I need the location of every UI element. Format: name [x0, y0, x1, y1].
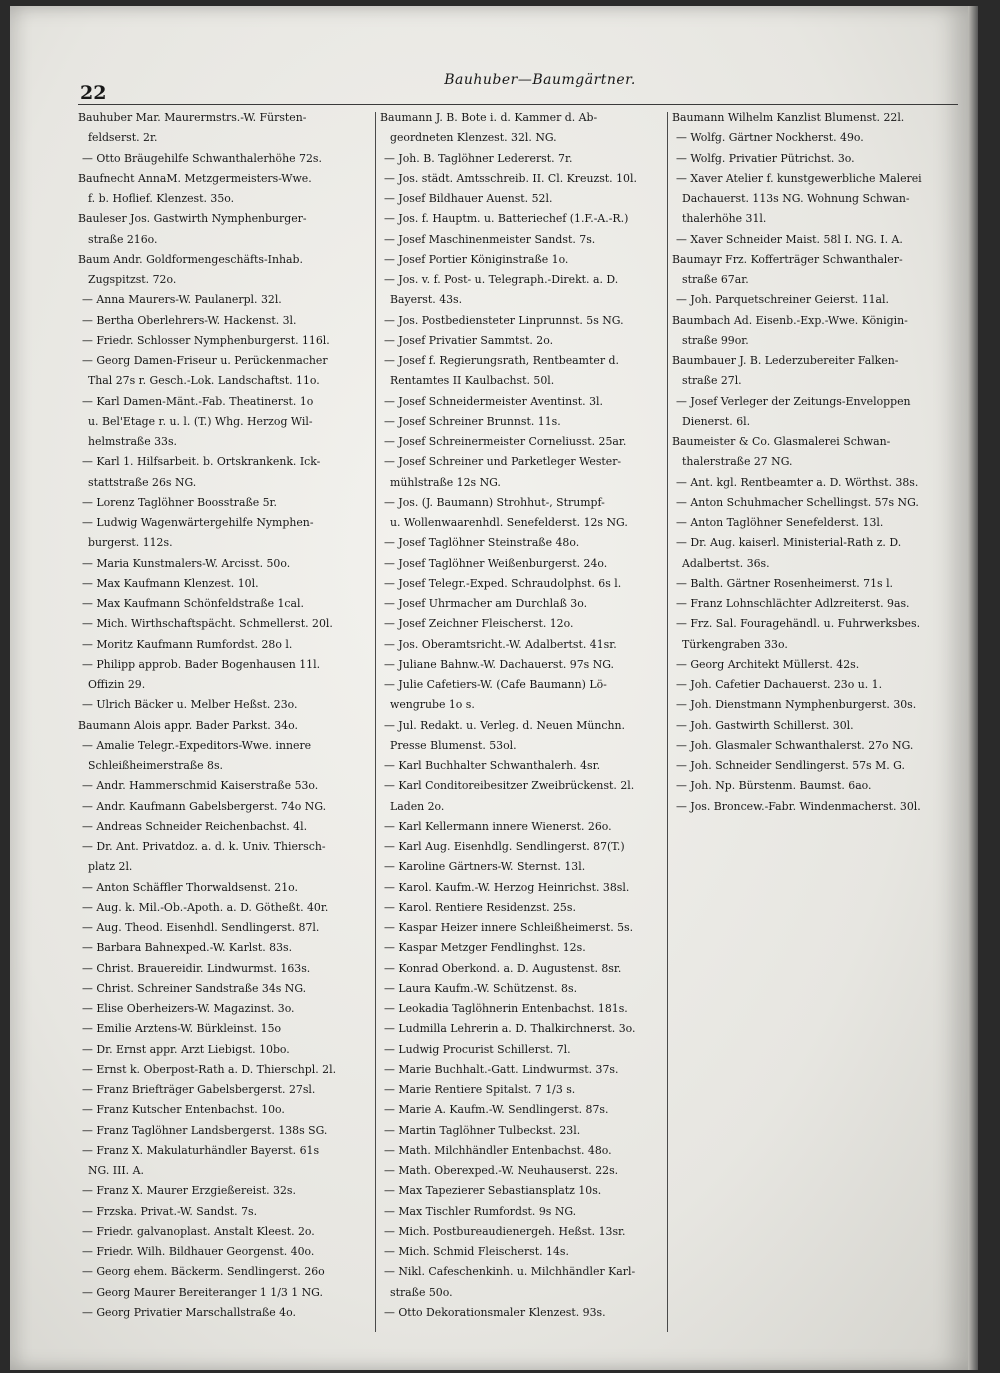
directory-entry-line: — Jos. f. Hauptm. u. Batteriechef (1.F.-A.-R.) [384, 212, 629, 226]
directory-entry-line: — Karl Conditoreibesitzer Zweibrückenst. 2l. [384, 779, 635, 793]
directory-entry-line: Baufnecht AnnaM. Metzgermeisters-Wwe. [78, 171, 312, 185]
directory-entry-line: — Martin Taglöhner Tulbeckst. 23l. [384, 1123, 581, 1137]
directory-entry-line: — Max Kaufmann Schönfeldstraße 1cal. [82, 597, 304, 610]
directory-entry-line: — Frzska. Privat.-W. Sandst. 7s. [82, 1204, 258, 1218]
directory-entry-line: — Georg ehem. Bäckerm. Sendlingerst. 26o [82, 1265, 325, 1279]
directory-entry-line: — Karl Damen-Mänt.-Fab. Theatinerst. 1o [82, 394, 314, 408]
directory-entry-line: — Andreas Schneider Reichenbachst. 4l. [82, 819, 308, 833]
directory-entry-line: feldserst. 2r. [88, 131, 158, 145]
directory-entry-line: — Josef Verleger der Zeitungs-Enveloppen [676, 394, 911, 408]
directory-entry-line: — Joh. B. Taglöhner Ledererst. 7r. [384, 151, 573, 165]
directory-entry-line: — Balth. Gärtner Rosenheimerst. 71s l. [676, 576, 894, 590]
directory-entry-line: — Josef Maschinenmeister Sandst. 7s. [384, 232, 596, 246]
directory-entry-line: f. b. Hoflief. Klenzest. 35o. [88, 192, 235, 205]
column-middle [380, 108, 664, 1338]
directory-entry-line: — Konrad Oberkond. a. D. Augustenst. 8sr. [384, 961, 622, 975]
directory-entry-line: Baumayr Frz. Kofferträger Schwanthaler- [672, 252, 903, 266]
directory-entry-line: — Math. Oberexped.-W. Neuhauserst. 22s. [384, 1164, 619, 1177]
directory-entry-line: — Josef Schreiner Brunnst. 11s. [384, 414, 561, 428]
directory-entry-line: Dachauerst. 113s NG. Wohnung Schwan- [682, 192, 910, 205]
directory-entry-line: — Ludwig Wagenwärtergehilfe Nymphen- [82, 516, 314, 529]
directory-entry-line: — Franz Lohnschlächter Adlzreiterst. 9as. [676, 597, 910, 610]
directory-entry-line: — Joh. Cafetier Dachauerst. 23o u. 1. [676, 678, 883, 691]
directory-entry-line: — Franz Taglöhner Landsbergerst. 138s SG. [82, 1123, 328, 1137]
directory-entry-line: Bauhuber Mar. Maurermstrs.-W. Fürsten- [78, 111, 307, 124]
directory-entry-line: — Georg Privatier Marschallstraße 4o. [82, 1305, 296, 1319]
directory-entry-line: — Bertha Oberlehrers-W. Hackenst. 3l. [82, 313, 297, 327]
directory-entry-line: — Otto Bräugehilfe Schwanthalerhöhe 72s. [82, 151, 322, 165]
directory-entry-line: — Jos. Broncew.-Fabr. Windenmacherst. 30l. [676, 799, 921, 813]
directory-entry-line: — Marie Rentiere Spitalst. 7 1/3 s. [384, 1083, 576, 1096]
directory-entry-line: Baumeister & Co. Glasmalerei Schwan- [672, 435, 891, 448]
directory-entry-line: — Ulrich Bäcker u. Melber Heßst. 23o. [82, 698, 298, 712]
directory-entry-line: — Mich. Schmid Fleischerst. 14s. [384, 1245, 569, 1258]
directory-entry-line: Baumbauer J. B. Lederzubereiter Falken- [672, 354, 899, 367]
directory-entry-line: u. Wollenwaarenhdl. Senefelderst. 12s NG. [390, 516, 628, 529]
directory-entry-line: — Math. Milchhändler Entenbachst. 48o. [384, 1143, 612, 1157]
directory-entry-line: Schleißheimerstraße 8s. [88, 759, 224, 772]
directory-entry-line: — Josef Schreinermeister Corneliusst. 25ar. [384, 435, 627, 448]
directory-entry-line: Rentamtes II Kaulbachst. 50l. [390, 374, 555, 388]
directory-entry-line: — Max Kaufmann Klenzest. 10l. [82, 576, 259, 590]
directory-entry-line: — Friedr. Wilh. Bildhauer Georgenst. 40o. [82, 1245, 315, 1258]
directory-entry-line: — Jos. (J. Baumann) Strohhut-, Strumpf- [384, 495, 605, 509]
directory-entry-line: — Marie Buchhalt.-Gatt. Lindwurmst. 37s. [384, 1062, 619, 1076]
directory-entry-line: — Andr. Hammerschmid Kaiserstraße 53o. [82, 779, 319, 793]
directory-entry-line: — Mich. Postbureaudienergeh. Heßst. 13sr. [384, 1224, 626, 1238]
directory-entry-line: — Josef Schreiner und Parketleger Wester- [384, 455, 622, 469]
directory-entry-line: — Anton Taglöhner Senefelderst. 13l. [676, 516, 884, 529]
directory-entry-line: — Dr. Ant. Privatdoz. a. d. k. Univ. Thiersch- [82, 840, 326, 853]
directory-entry-line: — Joh. Gastwirth Schillerst. 30l. [676, 718, 854, 732]
directory-entry-line: — Josef Privatier Sammtst. 2o. [384, 333, 554, 347]
directory-entry-line: — Anton Schuhmacher Schellingst. 57s NG. [676, 495, 919, 509]
directory-entry-line: — Julie Cafetiers-W. (Cafe Baumann) Lö- [384, 678, 607, 691]
directory-entry-line: mühlstraße 12s NG. [390, 475, 501, 489]
directory-entry-line: — Georg Maurer Bereiteranger 1 1/3 1 NG. [82, 1285, 323, 1299]
directory-entry-line: Bauleser Jos. Gastwirth Nymphenburger- [78, 212, 307, 226]
column-left [78, 108, 372, 1338]
directory-entry-line: Zugspitzst. 72o. [88, 273, 177, 286]
column-divider [375, 112, 376, 1332]
directory-entry-line: — Georg Architekt Müllerst. 42s. [676, 657, 860, 671]
directory-entry-line: — Emilie Arztens-W. Bürkleinst. 15o [82, 1022, 282, 1036]
directory-entry-line: — Josef Uhrmacher am Durchlaß 3o. [384, 597, 588, 610]
directory-entry-line: — Josef Taglöhner Weißenburgerst. 24o. [384, 556, 608, 570]
directory-entry-line: platz 2l. [88, 860, 133, 874]
directory-entry-line: — Philipp approb. Bader Bogenhausen 11l. [82, 657, 321, 671]
directory-entry-line: — Karl Buchhalter Schwanthalerh. 4sr. [384, 759, 601, 772]
directory-entry-line: Dienerst. 6l. [682, 414, 751, 428]
directory-entry-line: — Anna Maurers-W. Paulanerpl. 32l. [82, 293, 282, 307]
directory-entry-line: thalerstraße 27 NG. [682, 455, 793, 469]
directory-entry-line: Offizin 29. [88, 678, 146, 691]
header-rule [78, 104, 958, 105]
directory-entry-line: — Christ. Brauereidir. Lindwurmst. 163s. [82, 961, 311, 975]
directory-entry-line: — Amalie Telegr.-Expeditors-Wwe. innere [82, 738, 312, 752]
directory-entry-line: — Aug. Theod. Eisenhdl. Sendlingerst. 87l. [82, 921, 320, 934]
directory-entry-line: — Anton Schäffler Thorwaldsenst. 21o. [82, 880, 298, 894]
directory-entry-line: straße 216o. [88, 232, 158, 246]
column-right [672, 108, 958, 1338]
directory-entry-line: — Leokadia Taglöhnerin Entenbachst. 181s. [384, 1002, 628, 1015]
directory-entry-line: Baumann Alois appr. Bader Parkst. 34o. [78, 718, 298, 732]
directory-entry-line: — Kaspar Heizer innere Schleißheimerst. 5s. [384, 921, 634, 934]
directory-entry-line: — Jos. Postbediensteter Linprunnst. 5s NG. [384, 313, 624, 327]
directory-entry-line: — Moritz Kaufmann Rumfordst. 28o l. [82, 637, 293, 651]
directory-entry-line: — Jul. Redakt. u. Verleg. d. Neuen Münchn. [384, 718, 625, 732]
directory-entry-line: — Dr. Aug. kaiserl. Ministerial-Rath z. D. [676, 536, 902, 550]
directory-entry-line: — Barbara Bahnexped.-W. Karlst. 83s. [82, 941, 293, 955]
directory-entry-line: — Ernst k. Oberpost-Rath a. D. Thierschpl. 2l. [82, 1062, 337, 1076]
directory-entry-line: — Josef Telegr.-Exped. Schraudolphst. 6s l. [384, 576, 622, 590]
directory-entry-line: — Franz X. Maurer Erzgießereist. 32s. [82, 1184, 296, 1198]
directory-entry-line: Bayerst. 43s. [390, 293, 463, 307]
directory-entry-line: — Josef Taglöhner Steinstraße 48o. [384, 536, 580, 550]
directory-entry-line: — Jos. Oberamtsricht.-W. Adalbertst. 41sr. [384, 637, 617, 651]
directory-entry-line: — Jos. städt. Amtsschreib. II. Cl. Kreuzst. 10l. [384, 171, 637, 185]
directory-entry-line: — Karol. Rentiere Residenzst. 25s. [384, 900, 576, 914]
directory-entry-line: — Joh. Glasmaler Schwanthalerst. 27o NG. [676, 738, 914, 752]
directory-entry-line: — Max Tapezierer Sebastiansplatz 10s. [384, 1184, 602, 1198]
directory-entry-line: — Franz X. Makulaturhändler Bayerst. 61s [82, 1143, 320, 1157]
directory-entry-line: — Nikl. Cafeschenkinh. u. Milchhändler Karl- [384, 1265, 636, 1279]
directory-entry-line: — Christ. Schreiner Sandstraße 34s NG. [82, 981, 307, 995]
directory-entry-line: — Xaver Schneider Maist. 58l I. NG. I. A. [676, 232, 903, 246]
directory-entry-line: — Xaver Atelier f. kunstgewerbliche Malerei [676, 171, 922, 185]
directory-entry-line: burgerst. 112s. [88, 536, 173, 550]
directory-entry-line: — Joh. Schneider Sendlingerst. 57s M. G. [676, 759, 905, 772]
page-number: 22 [80, 82, 107, 104]
directory-entry-line: — Josef Bildhauer Auenst. 52l. [384, 192, 553, 205]
directory-entry-line: Türkengraben 33o. [682, 637, 788, 651]
page-edge [968, 6, 978, 1370]
directory-entry-line: — Marie A. Kaufm.-W. Sendlingerst. 87s. [384, 1103, 609, 1117]
directory-entry-line: — Franz Kutscher Entenbachst. 10o. [82, 1103, 285, 1117]
directory-entry-line: straße 27l. [682, 374, 742, 388]
directory-entry-line: — Karol. Kaufm.-W. Herzog Heinrichst. 38sl. [384, 880, 630, 894]
running-head: Bauhuber—Baumgärtner. [444, 72, 636, 88]
directory-entry-line: — Laura Kaufm.-W. Schützenst. 8s. [384, 981, 578, 995]
directory-entry-line: — Wolfg. Privatier Pütrichst. 3o. [676, 151, 855, 165]
directory-entry-line: NG. III. A. [88, 1164, 144, 1177]
directory-entry-line: helmstraße 33s. [88, 435, 178, 448]
directory-entry-line: — Franz Briefträger Gabelsbergerst. 27sl. [82, 1083, 316, 1096]
directory-entry-line: — Lorenz Taglöhner Boosstraße 5r. [82, 495, 278, 509]
directory-entry-line: — Georg Damen-Friseur u. Perückenmacher [82, 354, 328, 367]
directory-entry-line: — Kaspar Metzger Fendlinghst. 12s. [384, 941, 586, 955]
directory-entry-line: — Frz. Sal. Fouragehändl. u. Fuhrwerksbes. [676, 617, 921, 631]
column-divider [667, 112, 668, 1332]
directory-entry-line: — Josef Schneidermeister Aventinst. 3l. [384, 394, 603, 408]
directory-entry-line: — Josef f. Regierungsrath, Rentbeamter d. [384, 354, 619, 367]
directory-entry-line: — Joh. Parquetschreiner Geierst. 11al. [676, 293, 889, 307]
directory-entry-line: Presse Blumenst. 53ol. [390, 738, 517, 752]
directory-entry-line: — Dr. Ernst appr. Arzt Liebigst. 10bo. [82, 1042, 290, 1056]
directory-entry-line: wengrube 1o s. [390, 698, 475, 712]
directory-entry-line: — Friedr. Schlosser Nymphenburgerst. 116l. [82, 333, 330, 347]
directory-entry-line: — Joh. Dienstmann Nymphenburgerst. 30s. [676, 698, 917, 712]
directory-entry-line: geordneten Klenzest. 32l. NG. [390, 131, 557, 145]
directory-entry-line: — Friedr. galvanoplast. Anstalt Kleest. 2o. [82, 1224, 315, 1238]
directory-entry-line: Thal 27s r. Gesch.-Lok. Landschaftst. 11o. [88, 374, 320, 388]
directory-entry-line: — Elise Oberheizers-W. Magazinst. 3o. [82, 1002, 295, 1015]
directory-entry-line: — Joh. Np. Bürstenm. Baumst. 6ao. [676, 779, 872, 793]
directory-entry-line: — Wolfg. Gärtner Nockherst. 49o. [676, 131, 864, 145]
directory-entry-line: straße 67ar. [682, 273, 749, 286]
directory-entry-line: — Otto Dekorationsmaler Klenzest. 93s. [384, 1305, 606, 1319]
directory-entry-line: — Ludmilla Lehrerin a. D. Thalkirchnerst. 3o. [384, 1022, 636, 1036]
directory-entry-line: — Maria Kunstmalers-W. Arcisst. 50o. [82, 556, 291, 570]
directory-entry-line: u. Bel'Etage r. u. l. (T.) Whg. Herzog Wil- [88, 414, 313, 428]
directory-entry-line: — Ludwig Procurist Schillerst. 7l. [384, 1042, 571, 1056]
directory-entry-line: straße 50o. [390, 1285, 453, 1299]
directory-entry-line: Baumann Wilhelm Kanzlist Blumenst. 22l. [672, 111, 905, 124]
directory-entry-line: Adalbertst. 36s. [682, 556, 770, 570]
directory-entry-line: — Max Tischler Rumfordst. 9s NG. [384, 1204, 577, 1218]
directory-entry-line: — Karl Kellermann innere Wienerst. 26o. [384, 819, 612, 833]
directory-entry-line: — Andr. Kaufmann Gabelsbergerst. 74o NG. [82, 799, 327, 813]
directory-entry-line: — Aug. k. Mil.-Ob.-Apoth. a. D. Götheßt. 40r. [82, 900, 329, 914]
directory-entry-line: straße 99or. [682, 333, 749, 347]
directory-entry-line: Baumbach Ad. Eisenb.-Exp.-Wwe. Königin- [672, 313, 908, 327]
directory-entry-line: — Karl Aug. Eisenhdlg. Sendlingerst. 87(T.) [384, 840, 625, 853]
directory-entry-line: Baumann J. B. Bote i. d. Kammer d. Ab- [380, 111, 598, 124]
directory-entry-line: — Karoline Gärtners-W. Sternst. 13l. [384, 860, 586, 874]
directory-entry-line: Laden 2o. [390, 799, 445, 813]
directory-entry-line: — Jos. v. f. Post- u. Telegraph.-Direkt. a. D. [384, 273, 619, 286]
directory-entry-line: thalerhöhe 31l. [682, 212, 767, 226]
directory-entry-line: — Ant. kgl. Rentbeamter a. D. Wörthst. 38s. [676, 475, 919, 489]
directory-entry-line: — Karl 1. Hilfsarbeit. b. Ortskrankenk. Ick- [82, 455, 321, 469]
directory-entry-line: — Josef Zeichner Fleischerst. 12o. [384, 617, 574, 631]
directory-entry-line: — Josef Portier Königinstraße 1o. [384, 252, 569, 266]
directory-entry-line: — Mich. Wirthschaftspächt. Schmellerst. 20l. [82, 617, 333, 631]
directory-entry-line: Baum Andr. Goldformengeschäfts-Inhab. [78, 252, 303, 266]
directory-entry-line: — Juliane Bahnw.-W. Dachauerst. 97s NG. [384, 657, 615, 671]
directory-entry-line: stattstraße 26s NG. [88, 475, 197, 489]
